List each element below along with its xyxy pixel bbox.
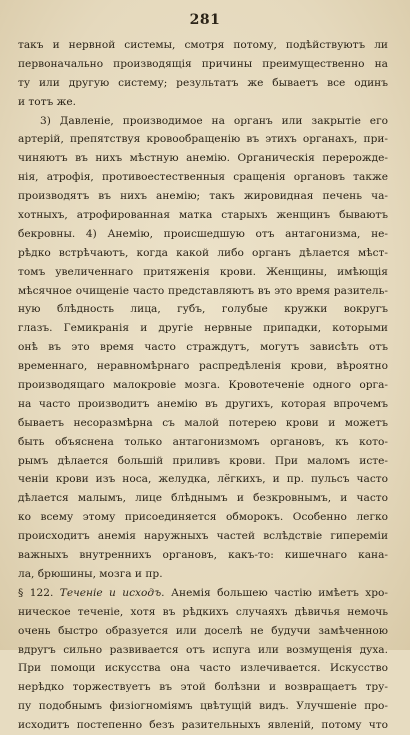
text-line: быть объяснена только антагонизмомъ органовъ, къ кото- [18, 435, 388, 448]
text-line: производящаго малокровіе мозга. Кровотеченіе одного орга- [18, 379, 388, 392]
text-line: временнаго, неравномѣрнаго распредѣленія крови, вѣроятно [18, 360, 388, 373]
text-line: бекровны. 4) Анемію, происшедшую отъ антагонизма, не- [18, 227, 388, 240]
text-line: пу подобнымъ физіогноміямъ цвѣтущій видъ. Улучшеніе про- [18, 700, 388, 713]
text-line: нія, атрофія, противоестественныя сращенія органовъ также [18, 171, 388, 184]
text-line: § 122. Теченіе и исходъ. Анемія большею частію имѣетъ хро- [18, 586, 388, 599]
text-line: производятъ въ нихъ анемію; такъ жировидная печень ча- [18, 190, 388, 203]
text-line: ко всему этому присоединяется обморокъ. Особенно легко [18, 511, 388, 524]
text-line: важныхъ внутреннихъ органовъ, какъ-то: кишечнаго кана- [18, 549, 388, 562]
text-line: первоначально производящія причины преимущественно на [18, 57, 388, 70]
text-line: очень быстро образуется или доселѣ не будучи замѣченною [18, 624, 388, 637]
text-line: вдругъ сильно развивается отъ испуга или возмущенія духа. [18, 643, 388, 656]
text-line: мѣсячное очищеніе часто представляютъ въ это время разитель- [18, 284, 388, 297]
text-line: глазъ. Гемикранія и другіе нервные припадки, которыми [18, 322, 388, 335]
text-line: 3) Давленіе, производимое на органъ или закрытіе его [40, 114, 388, 127]
text-line: происходитъ анемія наружныхъ частей вслѣдствіе гипереміи [18, 530, 388, 543]
text-line: рѣдко встрѣчаютъ, когда какой либо органъ дѣлается мѣст- [18, 246, 388, 259]
text-line: ченіи крови изъ носа, желудка, лёгкихъ, и пр. пульсъ часто [18, 473, 388, 486]
text-line: При помощи искусства она часто излечивается. Искусство [18, 662, 388, 675]
text-line: томъ увеличеннаго притяженія крови. Женщины, имѣющія [18, 265, 388, 278]
text-line: артерій, препятствуя кровообращенію въ этихъ органахъ, при- [18, 133, 388, 146]
section-title: Теченіе и исходъ. [59, 586, 165, 599]
text-line: ную блѣдность лица, губъ, голубые кружки вокругъ [18, 303, 388, 316]
text-line: ту или другую систему; результатъ же бываетъ все одинъ [18, 76, 388, 89]
text-line: ническое теченіе, хотя въ рѣдкихъ случаяхъ дѣвичья немочь [18, 605, 388, 618]
text-line: онѣ въ это время часто страждутъ, могутъ зависѣть отъ [18, 341, 388, 354]
text-line: рымъ дѣлается большій приливъ крови. При маломъ исте- [18, 454, 388, 467]
text-line: хотныхъ, атрофированная матка старыхъ женщинъ бываютъ [18, 209, 388, 222]
text-line: на часто производитъ анемію въ другихъ, которая впрочемъ [18, 397, 388, 410]
text-line: дѣлается малымъ, лице блѣднымъ и безкровнымъ, и часто [18, 492, 388, 505]
text-line: и тотъ же. [18, 95, 77, 108]
page-number: 281 [189, 12, 221, 28]
text-line: чиняютъ въ нихъ мѣстную анемію. Органическія перерожде- [18, 152, 388, 165]
text-line: исходитъ постепенно безъ разительныхъ явленій, потому что [18, 719, 388, 732]
body-text [18, 36, 388, 735]
text-line: ла, брюшины, мозга и пр. [18, 567, 163, 580]
text-line: бываетъ несоразмѣрна съ малой потерею крови и можетъ [18, 416, 388, 429]
text-line: нерѣдко торжествуетъ въ этой болѣзни и возвращаетъ тру- [18, 681, 388, 694]
text-line: такъ и нервной системы, смотря потому, подѣйствуютъ ли [18, 39, 388, 51]
